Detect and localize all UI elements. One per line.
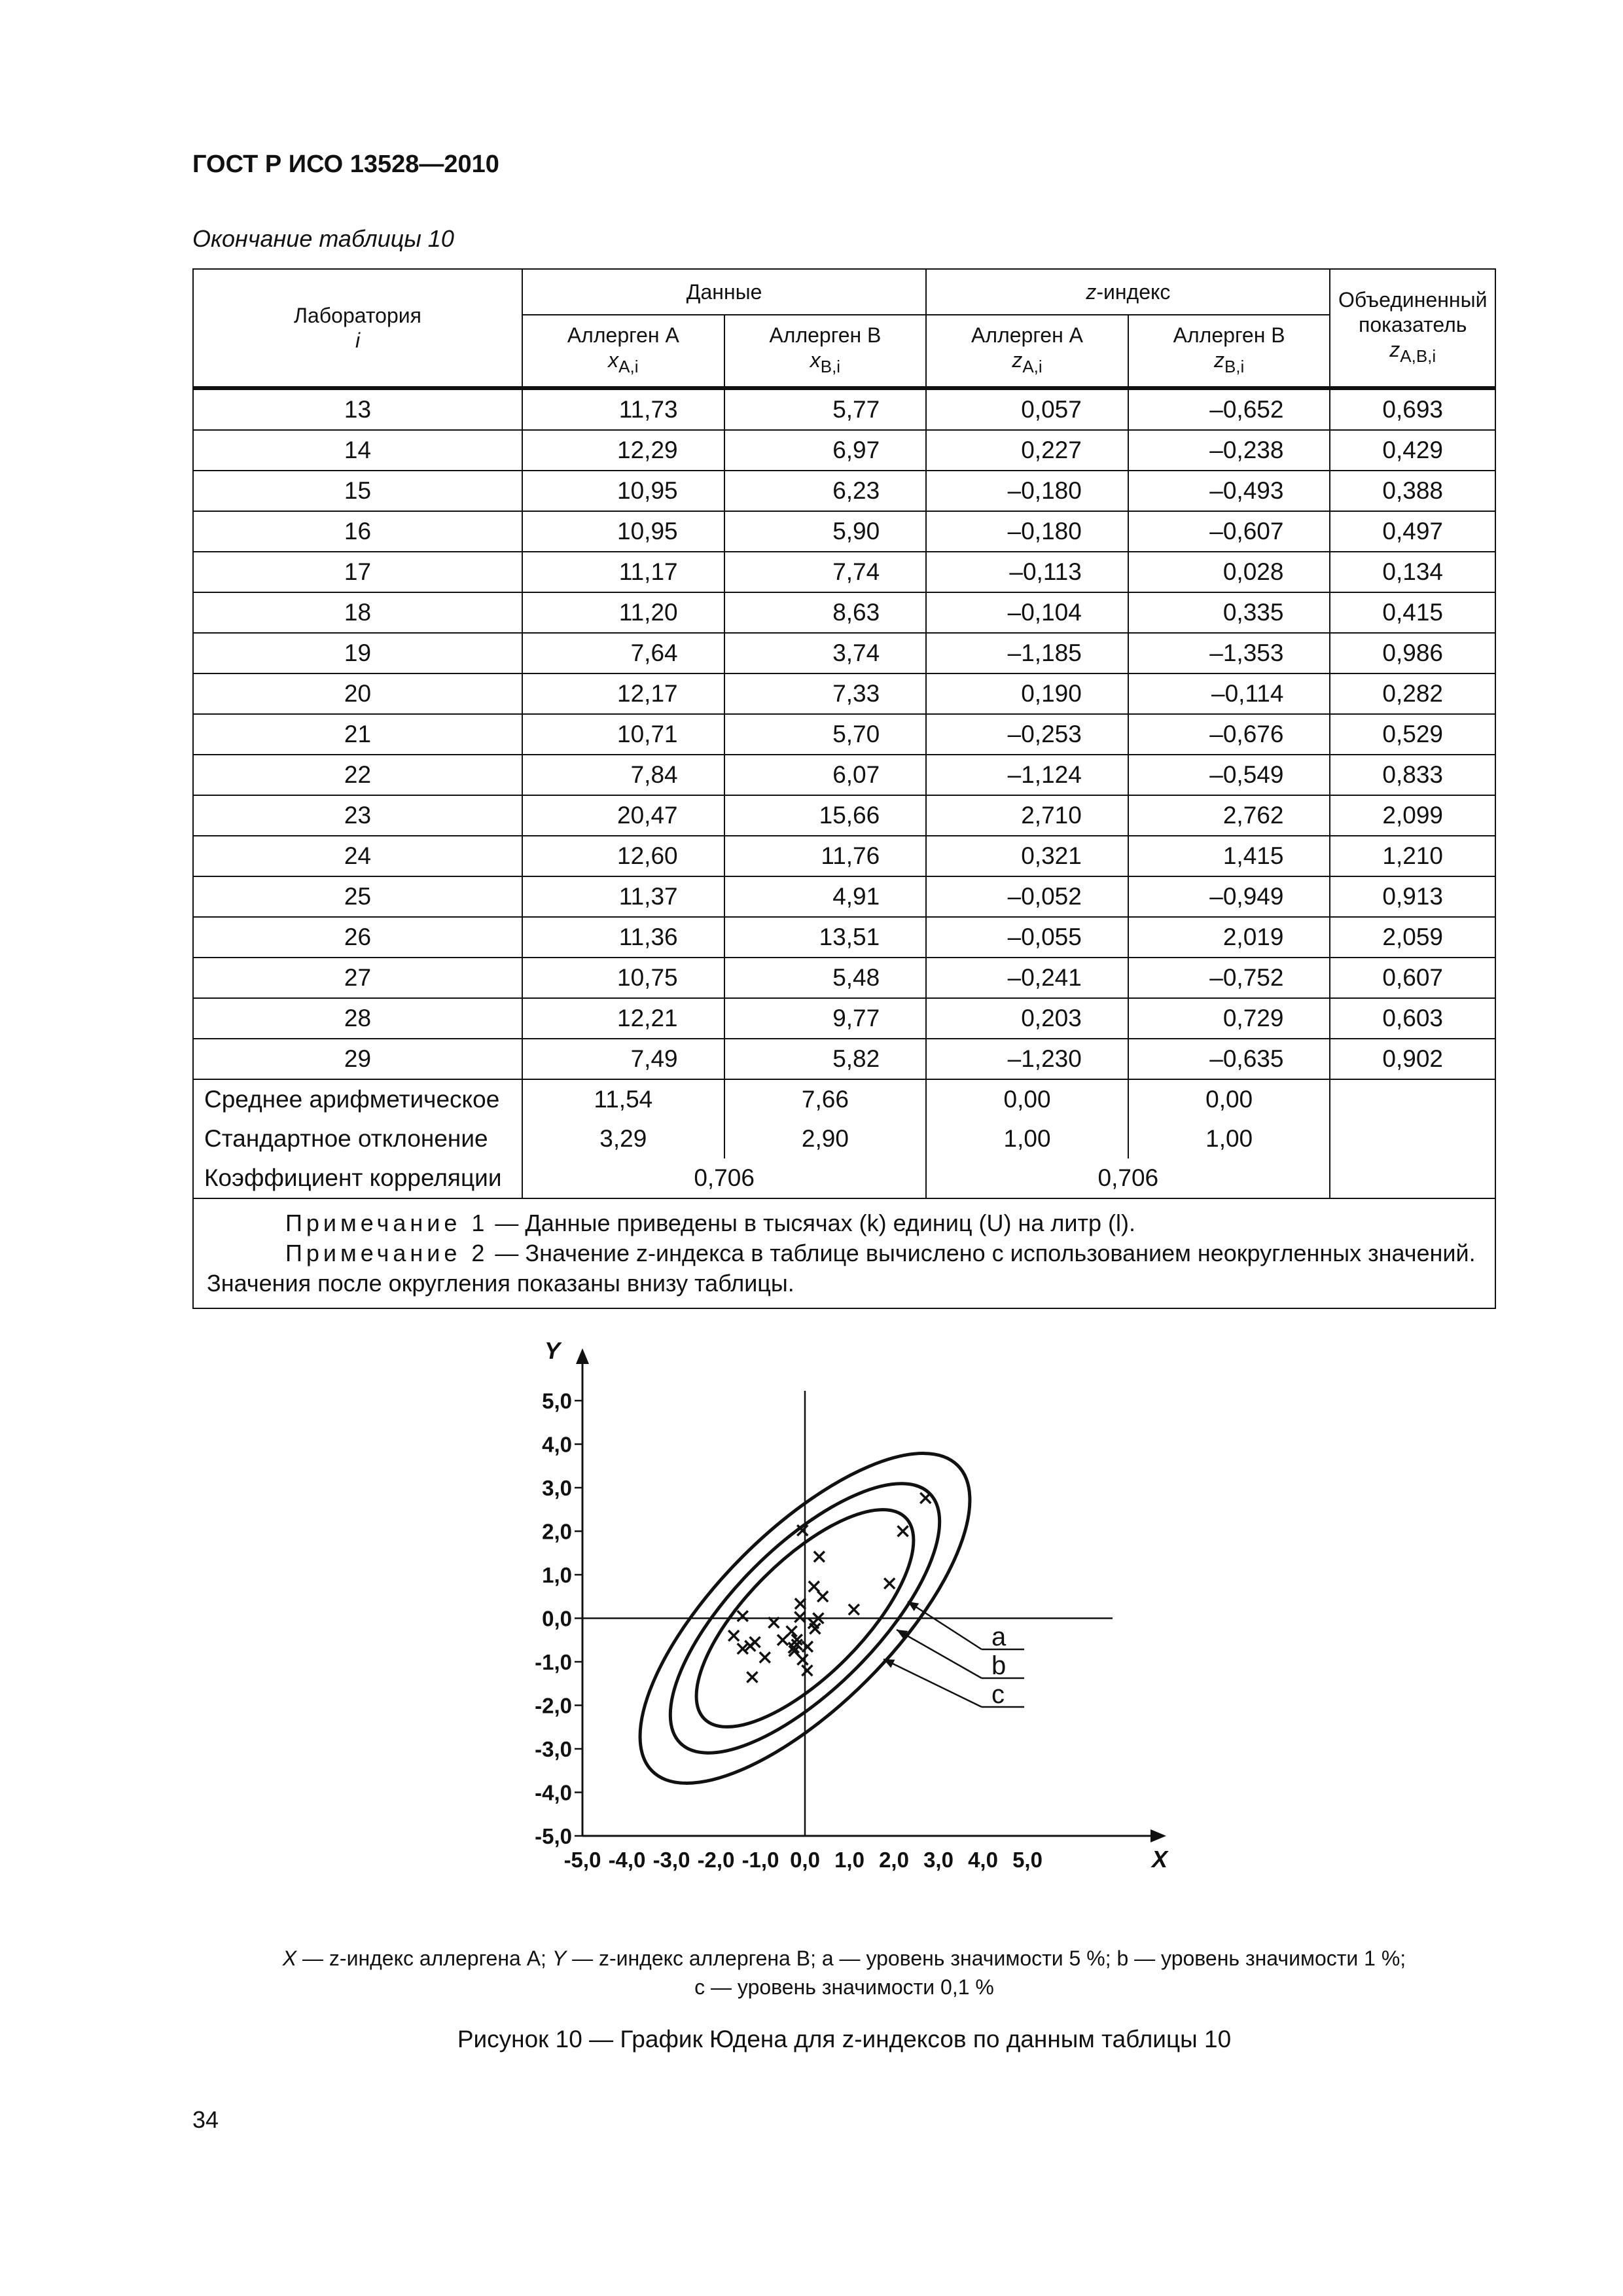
cell-zab: 0,388 (1330, 471, 1495, 511)
cell-zab: 0,603 (1330, 998, 1495, 1039)
y-tick-label: -5,0 (535, 1824, 572, 1848)
cell-za: 0,321 (926, 836, 1128, 876)
cell-xa: 7,84 (522, 755, 724, 795)
x-tick-label: 0,0 (790, 1848, 820, 1872)
table-row (193, 998, 1495, 1039)
cell-zb: –0,238 (1128, 430, 1330, 471)
cell-zab: 2,059 (1330, 917, 1495, 958)
cell-zab: 0,693 (1330, 388, 1495, 430)
cell-xb: 6,07 (724, 755, 927, 795)
leader-c (883, 1659, 982, 1707)
cell-za: –1,185 (926, 633, 1128, 673)
x-tick-label: 5,0 (1012, 1848, 1043, 1872)
cell-lab: 16 (193, 511, 522, 552)
cell-lab: 15 (193, 471, 522, 511)
cell-zb: –0,493 (1128, 471, 1330, 511)
cell-xa: 20,47 (522, 795, 724, 836)
cell-xb: 8,63 (724, 592, 927, 633)
ellipse-label-c: c (991, 1680, 1005, 1709)
cell-lab: 24 (193, 836, 522, 876)
x-tick-label: -5,0 (563, 1848, 601, 1872)
cell-zb: 2,019 (1128, 917, 1330, 958)
y-tick-label: -4,0 (535, 1780, 572, 1805)
stat-row-mean: Среднее арифметическое 11,54 7,66 0,00 0,00 (193, 1079, 1495, 1119)
cell-xb: 4,91 (724, 876, 927, 917)
notes-row (193, 1198, 1495, 1308)
data-table (192, 268, 1496, 1309)
cell-lab: 13 (193, 388, 522, 430)
data-point (802, 1665, 812, 1676)
cell-zb: –0,607 (1128, 511, 1330, 552)
document-header: ГОСТ Р ИСО 13528—2010 (192, 151, 499, 178)
cell-xa: 11,20 (522, 592, 724, 633)
table-row (193, 388, 1495, 430)
cell-xa: 12,17 (522, 673, 724, 714)
cell-za: 0,203 (926, 998, 1128, 1039)
data-point (898, 1526, 908, 1537)
cell-za: –0,113 (926, 552, 1128, 592)
table-row (193, 755, 1495, 795)
stat-row-correlation: Коэффициент корреляции 0,706 0,706 (193, 1158, 1495, 1198)
data-point (795, 1598, 806, 1609)
table-row (193, 714, 1495, 755)
header-data-group: Данные (522, 269, 926, 315)
x-tick-label: 2,0 (879, 1848, 909, 1872)
cell-zb: –0,549 (1128, 755, 1330, 795)
table-row (193, 673, 1495, 714)
table-row (193, 917, 1495, 958)
figure-legend: X — z-индекс аллергена А; Y — z-индекс аллергена В; a — уровень значимости 5 %; b — уровень значимости 1 %; c — уровень значимости 0,1 % (282, 1946, 1406, 1999)
data-point (760, 1652, 770, 1662)
x-tick-label: 3,0 (923, 1848, 954, 1872)
cell-xa: 10,71 (522, 714, 724, 755)
cell-xb: 5,70 (724, 714, 927, 755)
cell-xa: 10,95 (522, 471, 724, 511)
cell-zab: 0,833 (1330, 755, 1495, 795)
cell-xa: 7,64 (522, 633, 724, 673)
cell-lab: 23 (193, 795, 522, 836)
cell-lab: 19 (193, 633, 522, 673)
header-xa: Аллерген А $x_{A,i}$ (522, 315, 724, 388)
header-zb: Аллерген В $z_{B,i}$ (1128, 315, 1330, 388)
cell-zb: 0,335 (1128, 592, 1330, 633)
cell-lab: 26 (193, 917, 522, 958)
note-2: Примечание 2 — Значение z-индекса в таблице вычислено с использованием неокругленных значений. Значения после округления показаны внизу таблицы. (207, 1240, 1476, 1297)
data-point (884, 1578, 895, 1588)
y-tick-label: -3,0 (535, 1737, 572, 1761)
cell-xb: 11,76 (724, 836, 927, 876)
cell-lab: 17 (193, 552, 522, 592)
ellipse-label-b: b (991, 1651, 1007, 1680)
header-laboratory: Лаборатория i (193, 269, 522, 388)
table-row (193, 633, 1495, 673)
cell-xb: 13,51 (724, 917, 927, 958)
data-point (747, 1672, 757, 1682)
table-row (193, 876, 1495, 917)
cell-zb: –1,353 (1128, 633, 1330, 673)
table-caption: Окончание таблицы 10 (192, 225, 454, 252)
leader-arrow-a (908, 1602, 919, 1611)
x-axis-arrow (1150, 1829, 1166, 1842)
y-axis-label: Y (544, 1337, 561, 1364)
cell-xb: 15,66 (724, 795, 927, 836)
cell-xa: 10,75 (522, 958, 724, 998)
cell-xb: 5,77 (724, 388, 927, 430)
y-axis-arrow (576, 1348, 589, 1364)
cell-lab: 21 (193, 714, 522, 755)
table-row (193, 958, 1495, 998)
cell-xb: 5,82 (724, 1039, 927, 1079)
cell-za: –0,180 (926, 511, 1128, 552)
cell-zb: –0,949 (1128, 876, 1330, 917)
cell-zab: 0,913 (1330, 876, 1495, 917)
data-point (814, 1551, 825, 1562)
data-point (794, 1612, 805, 1623)
data-point (920, 1493, 931, 1503)
note-1: Примечание 1 — Данные приведены в тысячах (k) единиц (U) на литр (l). (285, 1210, 1136, 1236)
table-row (193, 1039, 1495, 1079)
cell-lab: 28 (193, 998, 522, 1039)
cell-xa: 11,17 (522, 552, 724, 592)
cell-za: –1,124 (926, 755, 1128, 795)
cell-zab: 0,902 (1330, 1039, 1495, 1079)
cell-lab: 29 (193, 1039, 522, 1079)
data-point (817, 1591, 828, 1602)
x-tick-label: 1,0 (834, 1848, 865, 1872)
data-point (809, 1581, 819, 1592)
cell-za: –0,241 (926, 958, 1128, 998)
cell-zb: –0,114 (1128, 673, 1330, 714)
figure-caption: Рисунок 10 — График Юдена для z-индексов по данным таблицы 10 (457, 2026, 1232, 2053)
header-combined: Объединенный показатель $z_{A,B,i}$ (1330, 269, 1495, 388)
cell-zab: 0,529 (1330, 714, 1495, 755)
cell-xb: 6,97 (724, 430, 927, 471)
x-tick-label: -1,0 (741, 1848, 779, 1872)
cell-zb: 0,028 (1128, 552, 1330, 592)
cell-zab: 0,415 (1330, 592, 1495, 633)
cell-zb: –0,635 (1128, 1039, 1330, 1079)
cell-lab: 18 (193, 592, 522, 633)
cell-za: –1,230 (926, 1039, 1128, 1079)
cell-zb: 2,762 (1128, 795, 1330, 836)
cell-zab: 0,497 (1330, 511, 1495, 552)
cell-xb: 6,23 (724, 471, 927, 511)
table-row (193, 552, 1495, 592)
y-tick-label: 1,0 (542, 1563, 572, 1587)
cell-xa: 11,73 (522, 388, 724, 430)
table-row (193, 795, 1495, 836)
y-tick-label: -2,0 (535, 1693, 572, 1718)
cell-xa: 7,49 (522, 1039, 724, 1079)
cell-lab: 22 (193, 755, 522, 795)
cell-zab: 0,282 (1330, 673, 1495, 714)
cell-zb: 0,729 (1128, 998, 1330, 1039)
stat-row-sd: Стандартное отклонение 3,29 2,90 1,00 1,00 (193, 1119, 1495, 1158)
cell-lab: 20 (193, 673, 522, 714)
cell-zb: –0,752 (1128, 958, 1330, 998)
ellipse-label-a: a (991, 1623, 1007, 1651)
cell-xa: 11,36 (522, 917, 724, 958)
cell-xb: 5,48 (724, 958, 927, 998)
cell-zab: 0,986 (1330, 633, 1495, 673)
cell-xb: 9,77 (724, 998, 927, 1039)
data-point (849, 1604, 859, 1615)
y-tick-label: 2,0 (542, 1519, 572, 1544)
cell-lab: 14 (193, 430, 522, 471)
cell-za: 0,227 (926, 430, 1128, 471)
cell-xa: 12,60 (522, 836, 724, 876)
cell-xa: 10,95 (522, 511, 724, 552)
cell-lab: 25 (193, 876, 522, 917)
header-z-group: z-индекс (926, 269, 1330, 315)
cell-xa: 12,29 (522, 430, 724, 471)
cell-zab: 0,429 (1330, 430, 1495, 471)
table-row (193, 511, 1495, 552)
cell-za: 0,057 (926, 388, 1128, 430)
y-tick-label: 5,0 (542, 1389, 572, 1413)
header-xb: Аллерген В $x_{B,i}$ (724, 315, 927, 388)
table-row (193, 836, 1495, 876)
cell-za: 0,190 (926, 673, 1128, 714)
y-tick-label: 4,0 (542, 1432, 572, 1457)
cell-za: –0,104 (926, 592, 1128, 633)
cell-za: 2,710 (926, 795, 1128, 836)
cell-zab: 0,134 (1330, 552, 1495, 592)
x-tick-label: -4,0 (608, 1848, 646, 1872)
youden-plot (510, 1335, 1178, 1911)
data-point (802, 1641, 813, 1652)
cell-za: –0,055 (926, 917, 1128, 958)
cell-za: –0,052 (926, 876, 1128, 917)
table-row (193, 430, 1495, 471)
cell-zab: 1,210 (1330, 836, 1495, 876)
cell-xa: 11,37 (522, 876, 724, 917)
cell-xb: 7,74 (724, 552, 927, 592)
cell-zb: –0,652 (1128, 388, 1330, 430)
cell-zb: 1,415 (1128, 836, 1330, 876)
y-tick-label: 0,0 (542, 1606, 572, 1631)
page-number: 34 (192, 2106, 219, 2133)
y-tick-label: -1,0 (535, 1650, 572, 1674)
table-row (193, 471, 1495, 511)
x-tick-label: -3,0 (652, 1848, 690, 1872)
x-axis-label: X (1152, 1846, 1168, 1873)
cell-zb: –0,676 (1128, 714, 1330, 755)
data-point (728, 1630, 739, 1641)
cell-xb: 7,33 (724, 673, 927, 714)
header-za: Аллерген А $z_{A,i}$ (926, 315, 1128, 388)
cell-lab: 27 (193, 958, 522, 998)
data-point (738, 1611, 748, 1621)
cell-za: –0,253 (926, 714, 1128, 755)
cell-za: –0,180 (926, 471, 1128, 511)
cell-zab: 2,099 (1330, 795, 1495, 836)
x-tick-label: -2,0 (697, 1848, 735, 1872)
cell-xb: 3,74 (724, 633, 927, 673)
cell-zab: 0,607 (1330, 958, 1495, 998)
table-row (193, 592, 1495, 633)
cell-xb: 5,90 (724, 511, 927, 552)
x-tick-label: 4,0 (968, 1848, 998, 1872)
cell-xa: 12,21 (522, 998, 724, 1039)
y-tick-label: 3,0 (542, 1476, 572, 1500)
